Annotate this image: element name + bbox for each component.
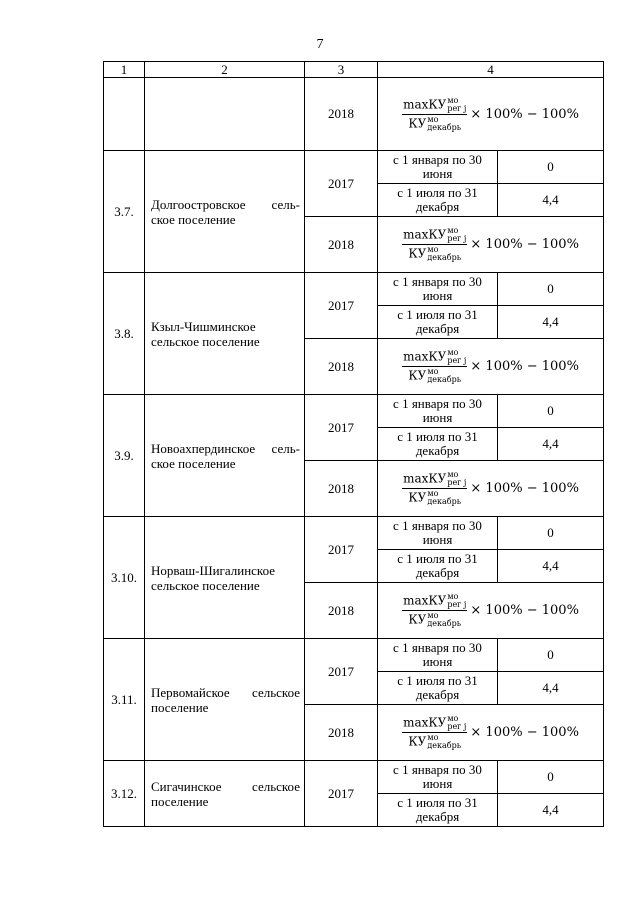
year-cell: 2018 — [305, 461, 378, 517]
formula-denominator: КУ мо декабрь — [408, 611, 462, 628]
settlement-name: Новоахпердинское сель-ское поселение — [151, 440, 300, 471]
year-cell: 2017 — [305, 395, 378, 461]
table-row — [104, 639, 604, 672]
formula-numerator: maxКУ мо рег j — [403, 348, 467, 365]
header-col-4: 4 — [378, 62, 604, 78]
settlement-name: Норваш-Шигалинское сельское поселение — [151, 562, 276, 593]
formula-fraction — [402, 471, 467, 506]
value-cell: 0 — [498, 273, 604, 306]
value-cell: 4,4 — [498, 794, 604, 827]
header-col-1: 1 — [104, 62, 145, 78]
formula-tail: × 100% − 100% — [470, 603, 579, 618]
settlement-name-cell — [145, 639, 305, 761]
settlement-name-cell — [145, 517, 305, 639]
period-cell: с 1 января по 30 июня — [378, 395, 498, 428]
period-cell: с 1 января по 30 июня — [378, 273, 498, 306]
formula-fraction — [402, 97, 467, 132]
formula-tail: × 100% − 100% — [470, 237, 579, 252]
row-number-cell: 3.11. — [104, 639, 145, 761]
year-cell: 2017 — [305, 761, 378, 827]
growth-formula — [378, 97, 603, 132]
row-number-cell: 3.8. — [104, 273, 145, 395]
value-cell: 4,4 — [498, 306, 604, 339]
formula-tail: × 100% − 100% — [470, 106, 579, 122]
year-cell: 2017 — [305, 151, 378, 217]
settlement-name: Первомайское сельское поселение — [151, 684, 300, 715]
table-row — [104, 151, 604, 184]
table-row — [104, 273, 604, 306]
year-cell: 2018 — [305, 583, 378, 639]
formula-tail: × 100% − 100% — [470, 725, 579, 740]
year-cell: 2017 — [305, 517, 378, 583]
page-number: 7 — [316, 37, 324, 52]
value-cell: 0 — [498, 639, 604, 672]
growth-formula — [378, 471, 603, 506]
row-number-cell: 3.10. — [104, 517, 145, 639]
value-cell: 4,4 — [498, 184, 604, 217]
value-cell: 0 — [498, 761, 604, 794]
settlement-name: Кзыл-Чишминское сельское поселение — [151, 318, 260, 349]
year-cell: 2017 — [305, 639, 378, 705]
table-row — [104, 395, 604, 428]
period-cell: с 1 июля по 31 декабря — [378, 306, 498, 339]
table-row — [104, 761, 604, 794]
value-cell: 4,4 — [498, 672, 604, 705]
period-cell: с 1 июля по 31 декабря — [378, 428, 498, 461]
settlement-name: Сигачинское сельское поселение — [151, 778, 300, 809]
year-cell: 2018 — [305, 339, 378, 395]
header-col-2: 2 — [145, 62, 305, 78]
table-row — [104, 517, 604, 550]
formula-cell — [378, 705, 604, 761]
tariff-table — [103, 61, 604, 827]
period-cell: с 1 июля по 31 декабря — [378, 672, 498, 705]
value-cell: 4,4 — [498, 550, 604, 583]
formula-cell — [378, 583, 604, 639]
settlement-name-cell — [145, 78, 305, 151]
period-cell: с 1 января по 30 июня — [378, 639, 498, 672]
header-row — [104, 62, 604, 78]
period-cell: с 1 июля по 31 декабря — [378, 550, 498, 583]
formula-numerator: maxКУ мо рег j — [403, 95, 467, 113]
growth-formula — [378, 715, 603, 750]
row-number-cell: 3.12. — [104, 761, 145, 827]
formula-fraction — [402, 715, 467, 750]
formula-denominator: КУ мо декабрь — [408, 245, 462, 262]
settlement-name-cell — [145, 395, 305, 517]
formula-cell — [378, 78, 604, 151]
row-number-cell — [104, 78, 145, 151]
formula-numerator: maxКУ мо рег j — [403, 714, 467, 731]
settlement-name-cell — [145, 273, 305, 395]
growth-formula — [378, 227, 603, 262]
year-cell: 2017 — [305, 273, 378, 339]
row-number-cell: 3.9. — [104, 395, 145, 517]
formula-cell — [378, 461, 604, 517]
value-cell: 0 — [498, 395, 604, 428]
settlement-name-cell — [145, 151, 305, 273]
period-cell: с 1 июля по 31 декабря — [378, 794, 498, 827]
value-cell: 0 — [498, 151, 604, 184]
year-cell: 2018 — [305, 705, 378, 761]
formula-fraction — [402, 349, 467, 384]
value-cell: 0 — [498, 517, 604, 550]
continued-row — [104, 78, 604, 151]
year-cell: 2018 — [305, 217, 378, 273]
growth-formula — [378, 593, 603, 628]
value-cell: 4,4 — [498, 428, 604, 461]
period-cell: с 1 января по 30 июня — [378, 517, 498, 550]
formula-tail: × 100% − 100% — [470, 359, 579, 374]
growth-formula — [378, 349, 603, 384]
formula-numerator: maxКУ мо рег j — [403, 470, 467, 487]
row-number-cell: 3.7. — [104, 151, 145, 273]
settlement-name-cell — [145, 761, 305, 827]
formula-cell — [378, 217, 604, 273]
formula-denominator: КУ мо декабрь — [408, 367, 462, 384]
year-cell: 2018 — [305, 78, 378, 151]
formula-denominator: КУ мо декабрь — [408, 114, 462, 132]
formula-cell — [378, 339, 604, 395]
formula-tail: × 100% − 100% — [470, 481, 579, 496]
formula-fraction — [402, 227, 467, 262]
formula-fraction — [402, 593, 467, 628]
formula-denominator: КУ мо декабрь — [408, 733, 462, 750]
header-col-3: 3 — [305, 62, 378, 78]
formula-numerator: maxКУ мо рег j — [403, 592, 467, 609]
formula-numerator: maxКУ мо рег j — [403, 226, 467, 243]
settlement-name: Долгоостровское сель-ское поселение — [151, 196, 300, 227]
period-cell: с 1 января по 30 июня — [378, 761, 498, 794]
period-cell: с 1 июля по 31 декабря — [378, 184, 498, 217]
period-cell: с 1 января по 30 июня — [378, 151, 498, 184]
formula-denominator: КУ мо декабрь — [408, 489, 462, 506]
